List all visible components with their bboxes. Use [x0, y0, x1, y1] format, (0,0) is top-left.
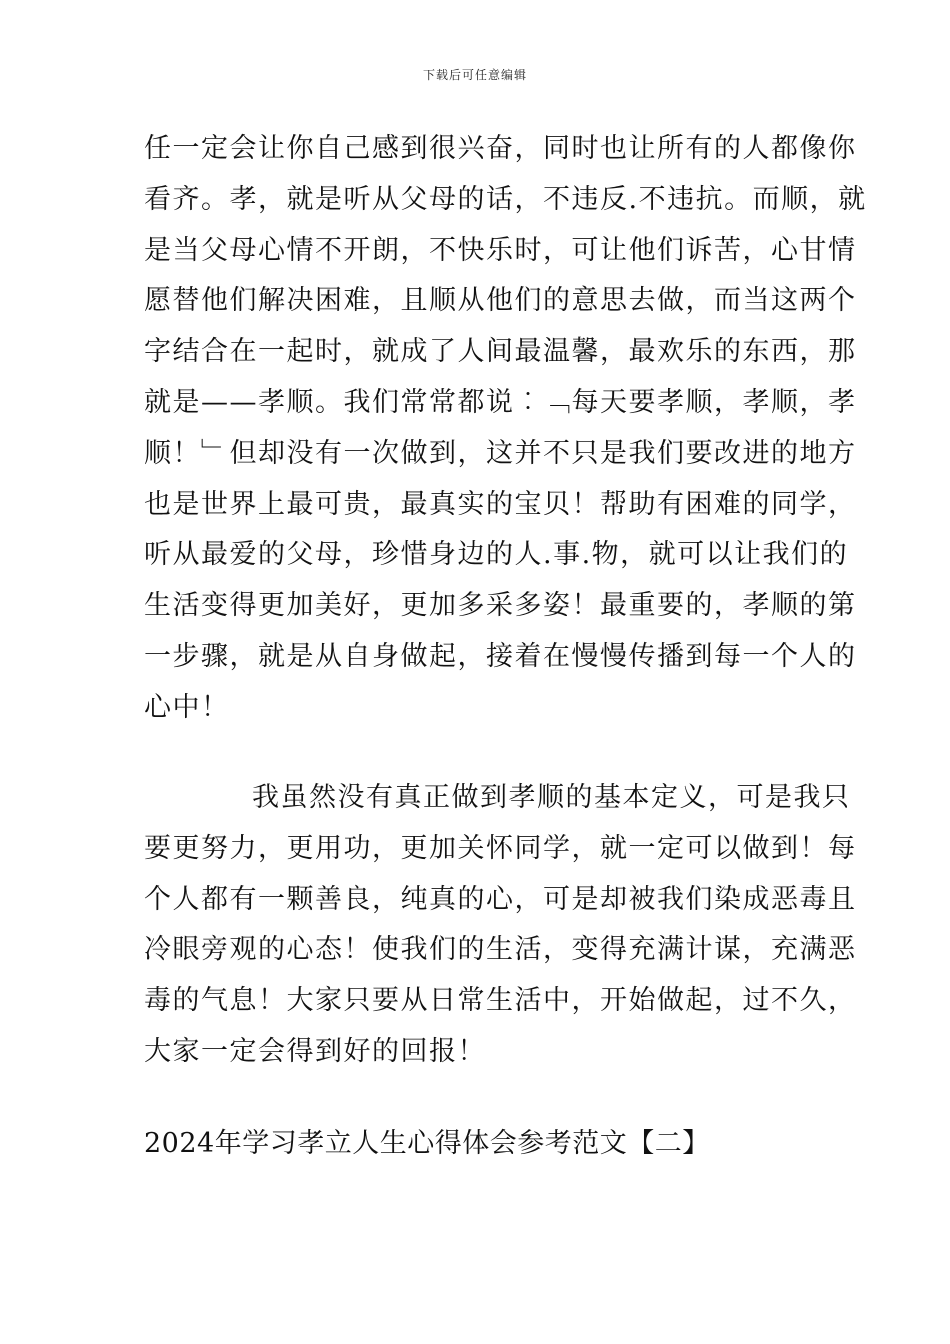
- paragraph-line: 也是世界上最可贵，最真实的宝贝！帮助有困难的同学，: [144, 488, 857, 520]
- body-paragraph-2: [144, 773, 857, 1078]
- paragraph-line: 顺！﹂但却没有一次做到，这并不只是我们要改进的地方: [144, 437, 857, 469]
- paragraph-line: 要更努力，更用功，更加关怀同学，就一定可以做到！每: [144, 832, 857, 864]
- paragraph-line: 大家一定会得到好的回报！: [144, 1035, 486, 1067]
- paragraph-line: 冷眼旁观的心态！使我们的生活，变得充满计谋，充满恶: [144, 934, 857, 966]
- paragraph-line: 就是——孝顺。我们常常都说︰﹁每天要孝顺，孝顺，孝: [144, 386, 857, 418]
- paragraph-line: 我虽然没有真正做到孝顺的基本定义，可是我只: [252, 782, 851, 813]
- paragraph-line: 看齐。孝，就是听从父母的话，不违反.不违抗。而顺，就: [144, 183, 867, 215]
- paragraph-line: 任一定会让你自己感到很兴奋，同时也让所有的人都像你: [144, 133, 857, 164]
- paragraph-line: 毒的气息！大家只要从日常生活中，开始做起，过不久，: [144, 985, 857, 1017]
- paragraph-line: 是当父母心情不开朗，不快乐时，可让他们诉苦，心甘情: [144, 234, 857, 266]
- page-header-note: 下载后可任意编辑: [422, 68, 527, 82]
- section-title: 2024年学习孝立人生心得体会参考范文【二】: [144, 1128, 710, 1159]
- paragraph-line: 字结合在一起时，就成了人间最温馨，最欢乐的东西，那: [144, 336, 857, 368]
- paragraph-line: 听从最爱的父母，珍惜身边的人.事.物，就可以让我们的: [144, 539, 849, 571]
- body-paragraph-1: [144, 124, 867, 734]
- paragraph-line: 心中！: [144, 691, 230, 723]
- paragraph-line: 一步骤，就是从自身做起，接着在慢慢传播到每一个人的: [144, 640, 857, 672]
- paragraph-line: 个人都有一颗善良，纯真的心，可是却被我们染成恶毒且: [144, 883, 857, 915]
- paragraph-line: 生活变得更加美好，更加多采多姿！最重要的，孝顺的第: [144, 590, 857, 622]
- paragraph-line: 愿替他们解决困难，且顺从他们的意思去做，而当这两个: [144, 285, 857, 317]
